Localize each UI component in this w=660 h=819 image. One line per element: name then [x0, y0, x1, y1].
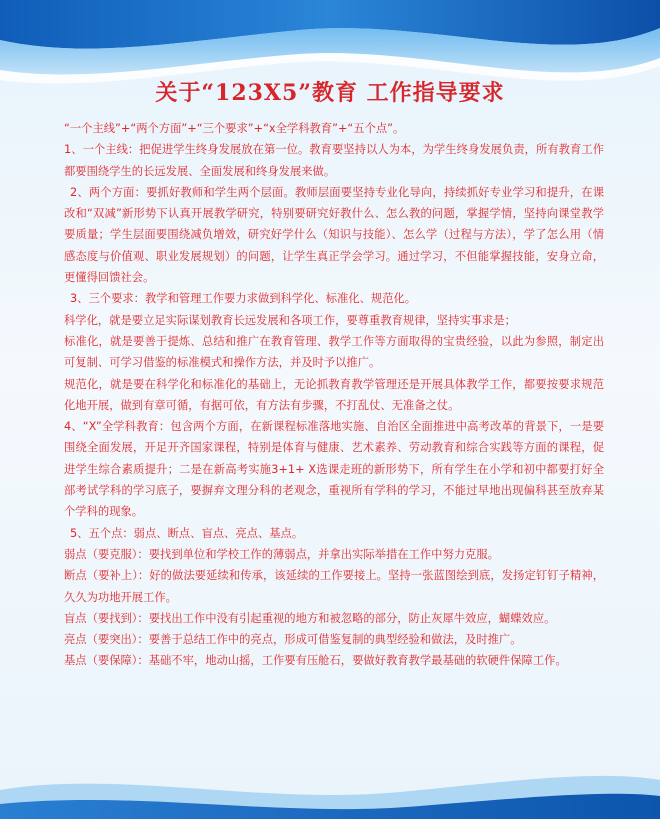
paragraph-scientific: 科学化，就是要立足实际谋划教育长远发展和各项工作，要尊重教育规律，坚持实事求是； [64, 313, 516, 327]
summary-line: “一个主线”+“两个方面”+“三个要求”+“x全学科教育”+“五个点”。 [64, 122, 405, 135]
section-two-aspects: 2、两个方面：要抓好教师和学生两个层面。教师层面要坚持专业化导向，持续抓好专业学习和提升，在课改和“双减”新形势下认真开展教学研究，特别要研究好教什么、怎么教的问题，掌握学情，坚持向课堂教学要质量；学生层面要围绕减负增效，研究好学什么（知识与技能）、怎么学（过程与方法），学了怎么用（情感态度与价值观、职业发展规划）的问题，让学生真正学会学习。通过学习，不但能掌握技能，安身立命，更懂得回馈社会。 [64, 185, 604, 285]
point-base: 基点（要保障）：基础不牢，地动山摇，工作要有压舱石，要做好教育教学最基础的软硬件保障工作。 [64, 654, 567, 668]
section-three-requirements: 3、三个要求：教学和管理工作要力求做到科学化、标准化、规范化。 [70, 292, 417, 306]
point-weak: 弱点（要克服）：要找到单位和学校工作的薄弱点，并拿出实际举措在工作中努力克服。 [64, 547, 499, 561]
point-blind: 盲点（要找到）：要找出工作中没有引起重视的地方和被忽略的部分，防止灰犀牛效应，蝴蝶效应。 [64, 611, 556, 625]
document-body [64, 118, 604, 672]
section-five-points: 5、五个点：弱点、断点、盲点、亮点、基点。 [70, 526, 304, 540]
section-x-education: 4、“X”全学科教育：包含两个方面，在新课程标准落地实施、自治区全面推进中高考改革的背景下，一是要围绕全面发展，开足开齐国家课程，特别是体育与健康、艺术素养、劳动教育和综合实践等方面的课程，促进学生综合素质提升；二是在新高考实施3+1+ X选课走班的新形势下，所有学生在小学和初中都要打好全部考试学科的学习底子，要摒弃文理分科的老观念，重视所有学科的学习，不能过早地出现偏科甚至放弃某个学科的现象。 [64, 420, 604, 519]
paragraph-regulated: 规范化，就是要在科学化和标准化的基础上，无论抓教育教学管理还是开展具体教学工作，都要按要求规范化地开展，做到有章可循，有据可依，有方法有步骤，不打乱仗、无准备之仗。 [64, 377, 604, 412]
paragraph-standardized: 标准化，就是要善于提炼、总结和推广在教育管理、教学工作等方面取得的宝贵经验，以此为参照，制定出可复制、可学习借鉴的标准模式和操作方法，并及时予以推广。 [64, 334, 604, 370]
section-main-line: 1、一个主线：把促进学生终身发展放在第一位。教育要坚持以人为本，为学生终身发展负责，所有教育工作都要围绕学生的长远发展、全面发展和终身发展来做。 [64, 143, 604, 178]
point-highlight: 亮点（要突出）：要善于总结工作中的亮点，形成可借鉴复制的典型经验和做法，及时推广。 [64, 633, 522, 647]
point-break: 断点（要补上）：好的做法要延续和传承，该延续的工作要接上。坚持一张蓝图绘到底，发扬定钉钉子精神，久久为功地开展工作。 [64, 569, 604, 604]
page-title: 关于“123X5”教育 工作指导要求 [155, 80, 505, 106]
